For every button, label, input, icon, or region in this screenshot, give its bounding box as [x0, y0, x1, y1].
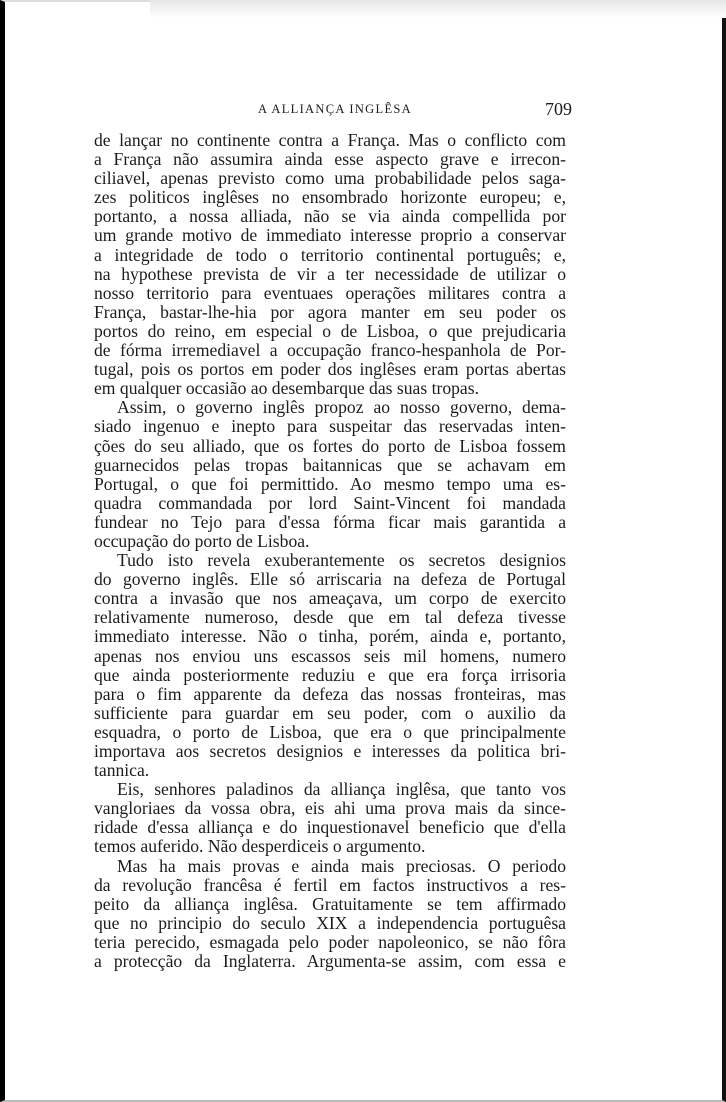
text-line: a integridade de todo o territorio continental português; e, — [94, 244, 566, 265]
text-line: tugal, pois os portos em poder dos inglêses eram portas abertas — [94, 359, 566, 380]
text-line: de fórma irremediavel a occupação franco-hespanhola de Por- — [94, 340, 566, 361]
text-line: Tudo isto revela exuberantemente os secretos designios — [117, 550, 566, 571]
text-line: Assim, o governo inglês propoz ao nosso governo, dema- — [117, 397, 566, 418]
text-line: na hypothese prevista de vir a ter necessidade de utilizar o — [94, 263, 566, 284]
text-line: zes politicos inglêses no ensombrado horizonte europeu; e, — [94, 187, 566, 208]
text-line: tannica. — [94, 760, 150, 781]
text-line: de lançar no continente contra a França. Mas o conflicto com — [94, 130, 566, 150]
text-line: para o fim apparente da defeza das nossas fronteiras, mas — [94, 683, 566, 704]
text-line: que ainda posteriormente reduziu e que era força irrisoria — [94, 664, 566, 685]
text-line: occupação do porto de Lisboa. — [94, 530, 310, 551]
text-line: França, bastar-lhe-hia por agora manter em seu poder os — [94, 301, 566, 322]
text-line: da revolução francêsa é fertil em factos instructivos a res- — [94, 874, 566, 895]
text-line: contra a invasão que nos ameaçava, um corpo de exercito — [94, 588, 566, 609]
text-line: sufficiente para guardar em seu poder, com o auxilio da — [94, 702, 566, 723]
body-text — [94, 131, 566, 971]
text-line: vangloriaes da vossa obra, eis ahi uma prova mais da since- — [94, 798, 566, 819]
text-line: portanto, a nossa alliada, não se via ainda compellida por — [94, 206, 566, 227]
text-line: ridade d'essa alliança e do inquestionavel beneficio que d'ella — [94, 817, 566, 838]
text-line: ções do seu alliado, que os fortes do porto de Lisboa fossem — [94, 435, 566, 456]
text-line: portos do reino, em especial o de Lisboa, o que prejudicaria — [94, 320, 566, 341]
page-header — [94, 99, 572, 121]
text-line: Portugal, o que foi permittido. Ao mesmo tempo uma es- — [94, 473, 566, 494]
text-line: quadra commandada por lord Saint-Vincent foi mandada — [94, 492, 566, 513]
text-line: relativamente numeroso, desde que em tal defeza tivesse — [94, 607, 566, 628]
scan-shadow — [150, 0, 726, 18]
text-line: a protecção da Inglaterra. Argumenta-se assim, com essa e — [94, 951, 566, 972]
text-line: em qualquer occasião ao desembarque das suas tropas. — [94, 378, 479, 399]
text-line: Eis, senhores paladinos da alliança inglêsa, que tanto vos — [117, 779, 566, 800]
text-line: siado ingenuo e inepto para suspeitar das reservadas inten- — [94, 416, 566, 437]
text-line: importava aos secretos designios e interesses da politica bri- — [94, 741, 566, 761]
text-line: peito da alliança inglêsa. Gratuitamente se tem affirmado — [94, 893, 566, 914]
text-line: um grande motivo de immediato interesse proprio a conservar — [94, 225, 566, 246]
text-line: guarnecidos pelas tropas baitannicas que se achavam em — [94, 454, 566, 475]
text-line: fundear no Tejo para d'essa fórma ficar mais garantida a — [94, 511, 566, 532]
text-line: do governo inglês. Elle só arriscaria na defeza de Portugal — [94, 569, 566, 590]
text-line: temos auferido. Não desperdiceis o argumento. — [94, 836, 426, 857]
text-line: que no principio do seculo XIX a independencia portuguêsa — [94, 912, 566, 933]
text-line: immediato interesse. Não o tinha, porém, ainda e, portanto, — [94, 626, 566, 647]
text-line: Mas ha mais provas e ainda mais preciosas. O periodo — [117, 855, 566, 876]
text-line: a França não assumira ainda esse aspecto grave e irrecon- — [94, 149, 566, 170]
text-line: esquadra, o porto de Lisboa, que era o que principalmente — [94, 721, 566, 742]
text-line: nosso territorio para eventuaes operações militares contra a — [94, 282, 566, 303]
text-line: apenas nos enviou uns escassos seis mil homens, numero — [94, 645, 566, 666]
text-line: ciliavel, apenas previsto como uma probabilidade pelos saga- — [94, 168, 566, 189]
page-number: 709 — [545, 99, 572, 119]
text-line: teria perecido, esmagada pelo poder napoleonico, se não fôra — [94, 931, 566, 952]
running-title: A ALLIANÇA INGLÊSA — [258, 102, 412, 116]
